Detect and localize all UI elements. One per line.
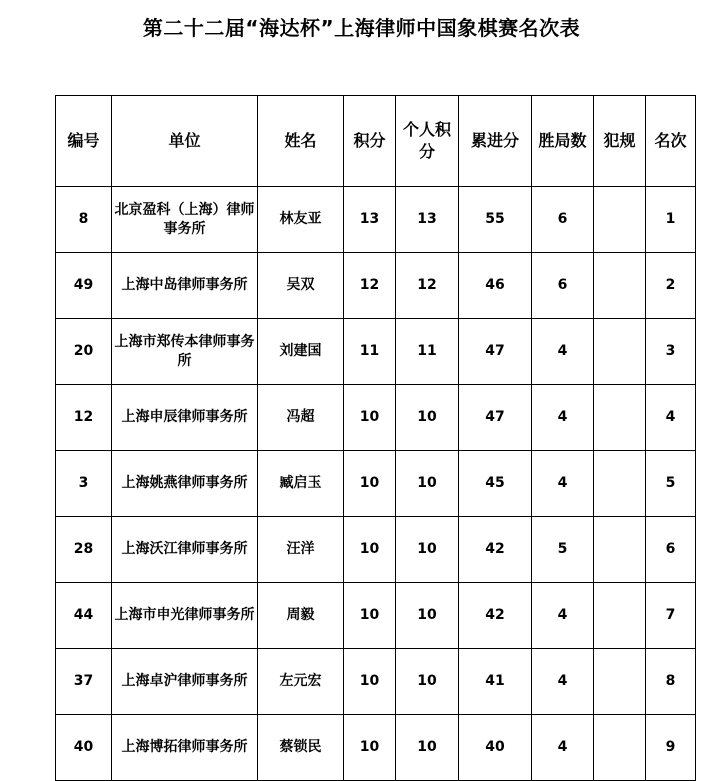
column-header-personal-score: 个人积分	[396, 96, 459, 187]
table-row	[56, 385, 696, 451]
cell-wins: 4	[532, 451, 594, 517]
cell-score: 10	[344, 451, 396, 517]
cell-accumulated: 47	[459, 319, 532, 385]
column-header-accumulated: 累进分	[459, 96, 532, 187]
cell-rank: 1	[646, 187, 696, 253]
cell-foul	[594, 649, 646, 715]
cell-no: 37	[56, 649, 112, 715]
cell-personal-score: 10	[396, 715, 459, 781]
cell-personal-score: 12	[396, 253, 459, 319]
cell-unit: 上海姚燕律师事务所	[112, 451, 258, 517]
cell-no: 28	[56, 517, 112, 583]
cell-personal-score: 10	[396, 649, 459, 715]
cell-wins: 4	[532, 649, 594, 715]
table-row	[56, 253, 696, 319]
cell-accumulated: 40	[459, 715, 532, 781]
cell-rank: 8	[646, 649, 696, 715]
cell-name: 汪洋	[258, 517, 344, 583]
cell-foul	[594, 253, 646, 319]
cell-score: 10	[344, 583, 396, 649]
cell-rank: 2	[646, 253, 696, 319]
cell-name: 周毅	[258, 583, 344, 649]
cell-unit: 上海中岛律师事务所	[112, 253, 258, 319]
cell-rank: 3	[646, 319, 696, 385]
column-header-rank: 名次	[646, 96, 696, 187]
cell-rank: 4	[646, 385, 696, 451]
cell-foul	[594, 385, 646, 451]
table-row	[56, 715, 696, 781]
cell-personal-score: 10	[396, 583, 459, 649]
table-row	[56, 517, 696, 583]
cell-foul	[594, 715, 646, 781]
cell-foul	[594, 583, 646, 649]
cell-rank: 6	[646, 517, 696, 583]
cell-rank: 7	[646, 583, 696, 649]
cell-unit: 上海卓沪律师事务所	[112, 649, 258, 715]
cell-no: 49	[56, 253, 112, 319]
cell-score: 10	[344, 517, 396, 583]
cell-unit: 北京盈科（上海）律师事务所	[112, 187, 258, 253]
page-title: 第二十二届“海达杯”上海律师中国象棋赛名次表	[142, 16, 581, 40]
table-body	[56, 187, 696, 781]
cell-foul	[594, 319, 646, 385]
cell-name: 左元宏	[258, 649, 344, 715]
column-header-name: 姓名	[258, 96, 344, 187]
rank-table	[55, 95, 696, 781]
cell-score: 10	[344, 715, 396, 781]
table-header	[56, 96, 696, 187]
table-row	[56, 583, 696, 649]
cell-rank: 9	[646, 715, 696, 781]
column-header-foul: 犯规	[594, 96, 646, 187]
cell-foul	[594, 517, 646, 583]
cell-name: 林友亚	[258, 187, 344, 253]
cell-no: 20	[56, 319, 112, 385]
cell-accumulated: 42	[459, 583, 532, 649]
column-header-no: 编号	[56, 96, 112, 187]
cell-score: 10	[344, 649, 396, 715]
cell-score: 11	[344, 319, 396, 385]
cell-personal-score: 13	[396, 187, 459, 253]
table-row	[56, 451, 696, 517]
cell-wins: 6	[532, 187, 594, 253]
cell-accumulated: 45	[459, 451, 532, 517]
column-header-wins: 胜局数	[532, 96, 594, 187]
cell-unit: 上海沃江律师事务所	[112, 517, 258, 583]
column-header-unit: 单位	[112, 96, 258, 187]
cell-name: 刘建国	[258, 319, 344, 385]
cell-no: 12	[56, 385, 112, 451]
cell-foul	[594, 451, 646, 517]
cell-name: 冯超	[258, 385, 344, 451]
cell-wins: 4	[532, 385, 594, 451]
cell-unit: 上海市申光律师事务所	[112, 583, 258, 649]
cell-name: 吴双	[258, 253, 344, 319]
table-header-row	[56, 96, 696, 187]
cell-wins: 4	[532, 319, 594, 385]
cell-accumulated: 47	[459, 385, 532, 451]
cell-wins: 5	[532, 517, 594, 583]
cell-wins: 4	[532, 715, 594, 781]
cell-name: 蔡锁民	[258, 715, 344, 781]
cell-accumulated: 41	[459, 649, 532, 715]
cell-no: 44	[56, 583, 112, 649]
cell-personal-score: 10	[396, 451, 459, 517]
cell-score: 13	[344, 187, 396, 253]
cell-wins: 6	[532, 253, 594, 319]
cell-wins: 4	[532, 583, 594, 649]
cell-accumulated: 55	[459, 187, 532, 253]
cell-accumulated: 46	[459, 253, 532, 319]
cell-rank: 5	[646, 451, 696, 517]
cell-no: 3	[56, 451, 112, 517]
cell-unit: 上海申辰律师事务所	[112, 385, 258, 451]
cell-unit: 上海市郑传本律师事务所	[112, 319, 258, 385]
cell-personal-score: 11	[396, 319, 459, 385]
cell-score: 10	[344, 385, 396, 451]
cell-no: 40	[56, 715, 112, 781]
cell-score: 12	[344, 253, 396, 319]
cell-personal-score: 10	[396, 517, 459, 583]
cell-accumulated: 42	[459, 517, 532, 583]
cell-unit: 上海博拓律师事务所	[112, 715, 258, 781]
table-row	[56, 649, 696, 715]
column-header-score: 积分	[344, 96, 396, 187]
cell-foul	[594, 187, 646, 253]
cell-personal-score: 10	[396, 385, 459, 451]
table-row	[56, 187, 696, 253]
cell-no: 8	[56, 187, 112, 253]
table-row	[56, 319, 696, 385]
cell-name: 臧启玉	[258, 451, 344, 517]
rank-table-container	[55, 95, 687, 781]
